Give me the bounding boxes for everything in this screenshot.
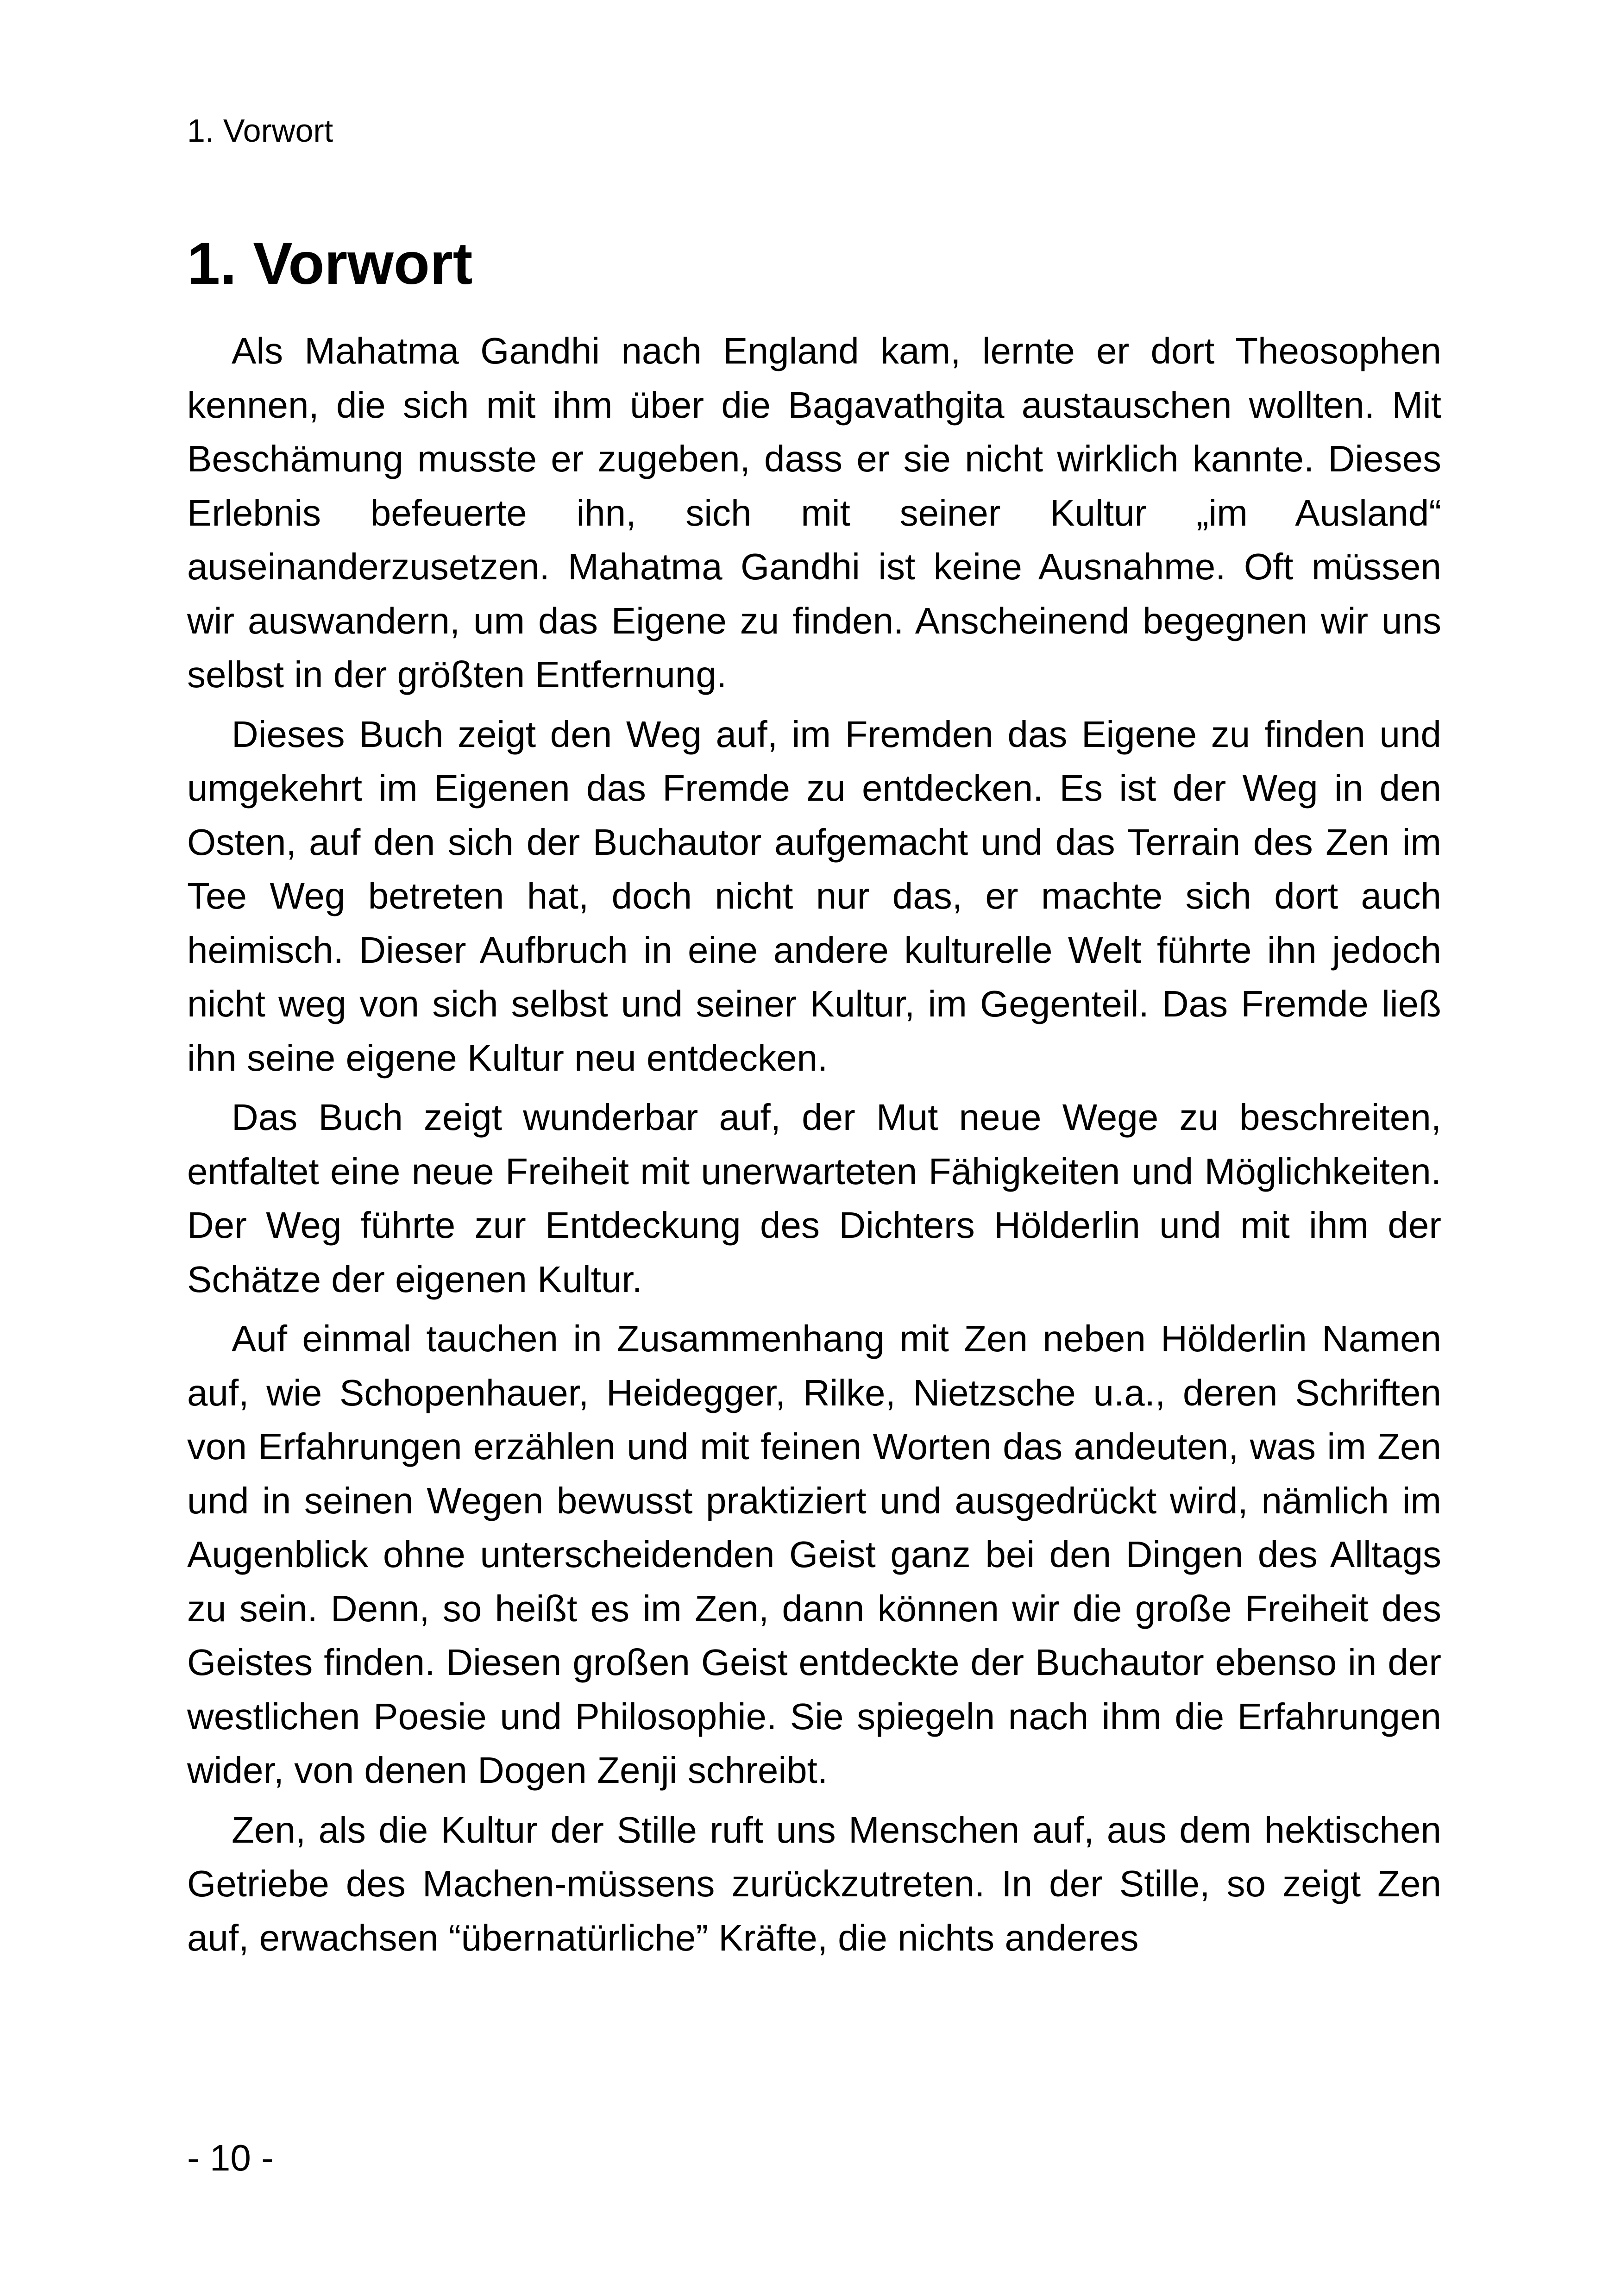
body-text <box>187 324 1441 1970</box>
chapter-title: 1. Vorwort <box>187 231 473 297</box>
paragraph: Als Mahatma Gandhi nach England kam, lernte er dort Theosophen kennen, die sich mit ihm über die Bagavathgita austauschen wollten. Mit Beschämung musste er zugeben, dass er sie nicht wirklich kannte. Dieses Erlebnis befeuerte ihn, sich mit seiner Kultur „im Ausland“ auseinanderzusetzen. Mahatma Gandhi ist keine Ausnahme. Oft müssen wir auswandern, um das Eigene zu finden. Anscheinend begegnen wir uns selbst in der größten Entfernung. <box>187 330 1441 695</box>
paragraph: Auf einmal tauchen in Zusammenhang mit Zen neben Hölderlin Namen auf, wie Schopenhauer, Heidegger, Rilke, Nietzsche u.a., deren Schriften von Erfahrungen erzählen und mit feinen Worten das andeuten, was im Zen und in seinen Wegen bewusst praktiziert und ausgedrückt wird, nämlich im Augenblick ohne unterscheidenden Geist ganz bei den Dingen des Alltags zu sein. Denn, so heißt es im Zen, dann können wir die große Freiheit des Geistes finden. Diesen großen Geist entdeckte der Buchautor ebenso in der westlichen Poesie und Philosophie. Sie spiegeln nach ihm die Erfahrungen wider, von denen Dogen Zenji schreibt. <box>187 1318 1441 1791</box>
page-number: - 10 - <box>187 2137 274 2178</box>
paragraph: Dieses Buch zeigt den Weg auf, im Fremden das Eigene zu finden und umgekehrt im Eigenen das Fremde zu entdecken. Es ist der Weg in den Osten, auf den sich der Buchautor aufgemacht und das Terrain des Zen im Tee Weg betreten hat, doch nicht nur das, er machte sich dort auch heimisch. Dieser Aufbruch in eine andere kulturelle Welt führte ihn jedoch nicht weg von sich selbst und seiner Kultur, im Gegenteil. Das Fremde ließ ihn seine eigene Kultur neu entdecken. <box>187 713 1441 1079</box>
paragraph: Zen, als die Kultur der Stille ruft uns Menschen auf, aus dem hektischen Getriebe des Machen-müssens zurückzutreten. In der Stille, so zeigt Zen auf, erwachsen “übernatürliche” Kräfte, die nichts anderes <box>187 1809 1441 1958</box>
running-header: 1. Vorwort <box>187 113 333 149</box>
paragraph: Das Buch zeigt wunderbar auf, der Mut neue Wege zu beschreiten, entfaltet eine neue Freiheit mit unerwarteten Fähigkeiten und Möglichkeiten. Der Weg führte zur Entdeckung des Dichters Hölderlin und mit ihm der Schätze der eigenen Kultur. <box>187 1097 1441 1300</box>
